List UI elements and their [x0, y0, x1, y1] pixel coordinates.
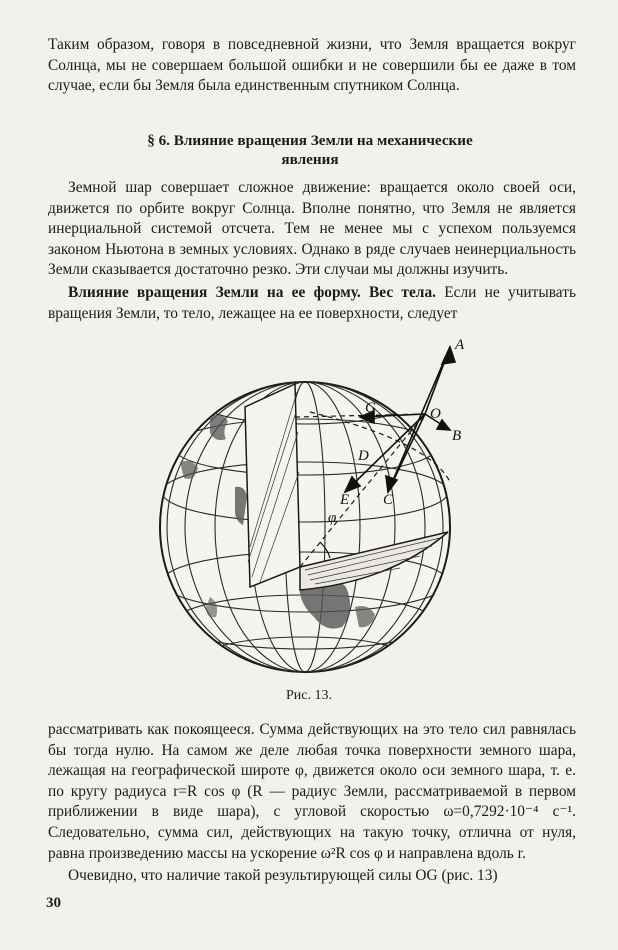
figure-globe [150, 332, 480, 677]
paragraph-weight-bold: Влияние вращения Земли на ее форму. Вес тела. [68, 284, 436, 301]
section-heading [60, 131, 560, 169]
paragraph-earth-motion: Земной шар совершает сложное движение: вращается около своей оси, движется по орбите вокруг Солнца. Вполне понятно, что Земля не является инерциальной системой отсчета. Тем не менее мы с успехом пользуемся законом Ньютона в земных условиях. Однако в ряде случаев неинерциальность Земли сказывается достаточно резко. Эти случаи мы должны изучить. [48, 179, 576, 279]
label-B: B [452, 428, 462, 444]
paragraph-resultant: Очевидно, что наличие такой результирующей силы OG (рис. 13) [68, 867, 498, 884]
paragraph-weight-rest: Если не учитывать вращения Земли, то тело, лежащее на ее поверхности, следует [48, 284, 576, 322]
label-O: O [430, 406, 441, 422]
paragraph-intro: Таким образом, говоря в повседневной жизни, что Земля вращается вокруг Солнца, мы не совершаем большой ошибки и не совершили бы ее даже в том случае, если бы Земля была единственным спутником Солнца. [48, 36, 576, 95]
page-number: 30 [46, 895, 61, 911]
label-E: E [340, 492, 350, 508]
paragraph-weight [48, 283, 576, 324]
section-heading-line1: § 6. Влияние вращения Земли на механические [147, 132, 473, 149]
section-heading-line2: явления [281, 151, 339, 168]
label-G: G [365, 400, 376, 416]
figure-caption: Рис. 13. [286, 688, 332, 703]
label-phi: φ [328, 510, 337, 526]
label-D: D [358, 448, 369, 464]
label-A: A [455, 337, 465, 353]
paragraph-rotation: рассматривать как покоящееся. Сумма действующих на это тело сил равнялась бы тогда нулю. На самом же деле любая точка поверхности земного шара, лежащая на географической широте φ, движется около оси земного шара, т. е. по кругу радиуса r=R cos φ (R — радиус Земли, рассматриваемой в первом приближении в виде шара), с угловой скоростью ω=0,7292·10⁻⁴ с⁻¹. Следовательно, сумма сил, действующих на такую точку, отлична от нуля, равна произведению массы на ускорение ω²R cos φ и направлена вдоль r. [48, 721, 576, 862]
label-C: C [383, 492, 394, 508]
globe [160, 347, 455, 677]
globe-outline [160, 382, 450, 672]
